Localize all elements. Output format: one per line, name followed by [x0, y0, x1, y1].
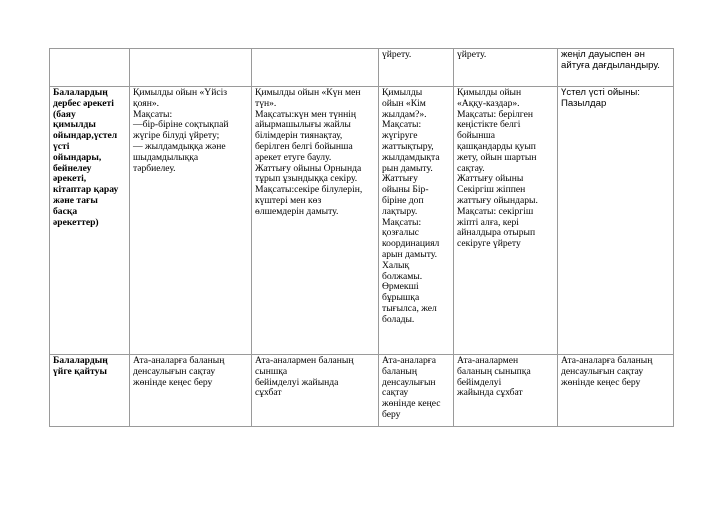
row-header-activity: Балалардың дербес әрекеті (баяу қимылды ойындар,үстел үсті ойындары, бейнелеу әрекеті, кітаптар қарау және тағы басқа әрекеттер) — [50, 87, 130, 355]
table-row-top — [50, 49, 674, 87]
cell-home-6: Ата-аналарға баланың денсаулығын сақтау жөнінде кеңес беру — [558, 355, 674, 427]
table-row-activity — [50, 87, 674, 355]
cell-top-3 — [252, 49, 379, 87]
table-row-home — [50, 355, 674, 427]
cell-home-2: Ата-аналарға баланың денсаулығын сақтау жөнінде кеңес беру — [130, 355, 252, 427]
cell-home-4: Ата-аналарға баланың денсаулығын сақтау жөнінде кеңес беру — [379, 355, 454, 427]
schedule-table — [49, 48, 674, 427]
cell-activity-3: Қимылды ойын «Күн мен түн». Мақсаты:күн мен түннің айырмашылығы жайлы білімдерін тиянақтау, берілген белгі бойынша әрекет етуге баулу. Жаттығу ойыны Орнында тұрып ұзындыққа секіру. Мақсаты:секіре білулерін, күштері мен көз өлшемдерін дамыту. — [252, 87, 379, 355]
row-header-home: Балалардың үйге қайтуы — [50, 355, 130, 427]
cell-activity-5: Қимылды ойын «Аққу-каздар». Мақсаты: берілген кеңістікте белгі бойынша қашқандарды қуып жету, ойын шартын сақтау. Жаттығу ойыны Секіргіш жіппен жаттығу ойындары. Мақсаты: секіргіш жіпті алға, кері айналдыра отырып секіруге үйрету — [454, 87, 558, 355]
cell-home-5: Ата-аналармен баланың сыныпқа бейімделуі жайында сұхбат — [454, 355, 558, 427]
cell-activity-6: Үстел үсті ойыны: Пазылдар — [558, 87, 674, 355]
cell-top-2 — [130, 49, 252, 87]
cell-home-3: Ата-аналармен баланың сыншқа бейімделуі жайында сұхбат — [252, 355, 379, 427]
cell-top-5: үйрету. — [454, 49, 558, 87]
cell-top-1 — [50, 49, 130, 87]
cell-top-6: жеңіл дауыспен ән айтуға дағдыландыру. — [558, 49, 674, 87]
cell-top-4: үйрету. — [379, 49, 454, 87]
cell-activity-2: Қимылды ойын «Үйсіз қоян». Мақсаты: —бір-біріне соқтықпай жүгіре білуді үйрету; — жылдамдыққа және шыдамдылыққа тәрбиелеу. — [130, 87, 252, 355]
cell-activity-4: Қимылды ойын «Кім жылдам?». Мақсаты: жүгіруге жаттықтыру, жылдамдықта рын дамыту. Жаттығу ойыны Бір- біріне доп лақтыру. Мақсаты: қозғалыс координациял арын дамыту. Халық болжамы. Өрмекші бұрышқа тығылса, жел болады. — [379, 87, 454, 355]
